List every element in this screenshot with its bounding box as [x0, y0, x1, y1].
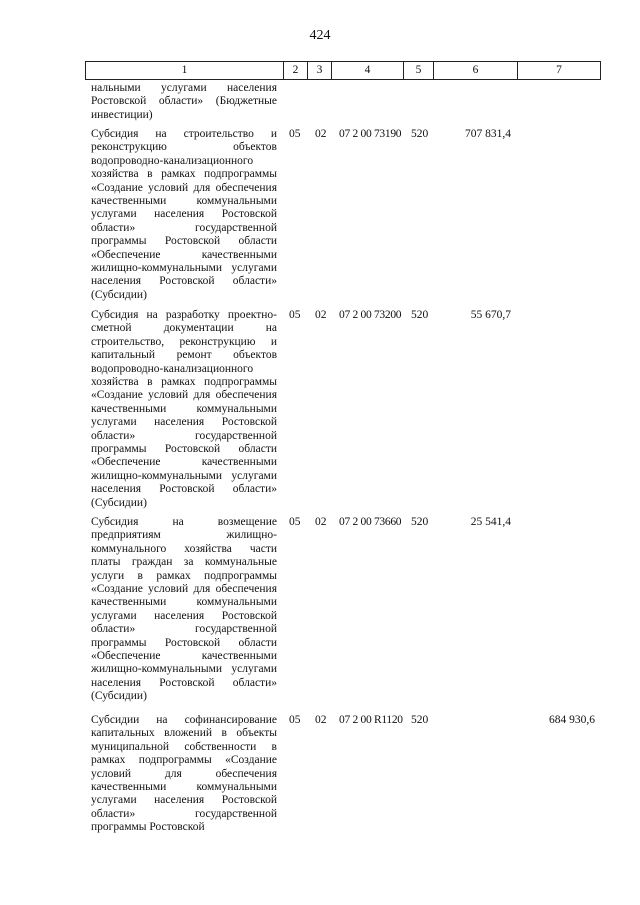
row-section: 05: [289, 714, 301, 726]
row-expense-type: 520: [411, 714, 429, 726]
header-col-7: 7: [556, 64, 562, 76]
row-description: нальными услугами населения Ростовской области» (Бюджетные инвестиции): [91, 82, 277, 121]
table-header: [85, 61, 601, 80]
row-target-code: 07 2 00 73660: [339, 516, 402, 528]
row-description: Субсидия на строительство и реконструкцию объектов водопроводно-канализационного хозяйства в рамках подпрограммы «Создание условий для обеспечения качественными коммунальными услугами населения Ростовской области» государственной программы Ростовской области «Обеспечение качественными жилищно-коммунальными услугами населения Ростовской области» (Субсидии): [91, 128, 277, 301]
row-subsection: 02: [315, 516, 327, 528]
row-target-code: 07 2 00 73190: [339, 128, 402, 140]
row-expense-type: 520: [411, 516, 429, 528]
row-amount-6: 25 541,4: [470, 516, 511, 528]
row-amount-6: 55 670,7: [470, 309, 511, 321]
header-col-1: 1: [86, 62, 284, 79]
row-target-code: 07 2 00 73200: [339, 309, 402, 321]
header-col-2: 2: [284, 62, 308, 79]
row-subsection: 02: [315, 128, 327, 140]
header-col-4: 4: [332, 62, 404, 79]
row-expense-type: 520: [411, 128, 429, 140]
row-expense-type: 520: [411, 309, 429, 321]
row-section: 05: [289, 516, 301, 528]
row-subsection: 02: [315, 309, 327, 321]
page-number: 424: [309, 28, 331, 43]
row-section: 05: [289, 128, 301, 140]
row-amount-6: 707 831,4: [465, 128, 511, 140]
header-col-6: 6: [434, 62, 518, 79]
row-target-code: 07 2 00 R1120: [339, 714, 403, 726]
header-col-3: 3: [308, 62, 332, 79]
row-description: Субсидия на разработку проектно-сметной документации на строительство, реконструкцию и капитальный ремонт объектов водопроводно-канализационного хозяйства в рамках подпрограммы «Создание условий для обеспечения качественными коммунальными услугами населения Ростовской области» государственной программы Ростовской области «Обеспечение качественными жилищно-коммунальными услугами населения Ростовской области» (Субсидии): [91, 309, 277, 509]
row-section: 05: [289, 309, 301, 321]
row-description: Субсидии на софинансирование капитальных вложений в объекты муниципальной собственности в рамках подпрограммы «Создание условий для обеспечения качественными коммунальными услугами населения Ростовской области» государственной программы Ростовской: [91, 714, 277, 834]
row-subsection: 02: [315, 714, 327, 726]
row-description: Субсидия на возмещение предприятиям жилищно-коммунального хозяйства части платы граждан за коммунальные услуги в рамках подпрограммы «Создание условий для обеспечения качественными коммунальными услугами населения Ростовской области» государственной программы Ростовской области «Обеспечение качественными жилищно-коммунальными услугами населения Ростовской области» (Субсидии): [91, 516, 277, 703]
row-amount-7: 684 930,6: [549, 714, 595, 726]
header-col-5: 5: [404, 62, 434, 79]
